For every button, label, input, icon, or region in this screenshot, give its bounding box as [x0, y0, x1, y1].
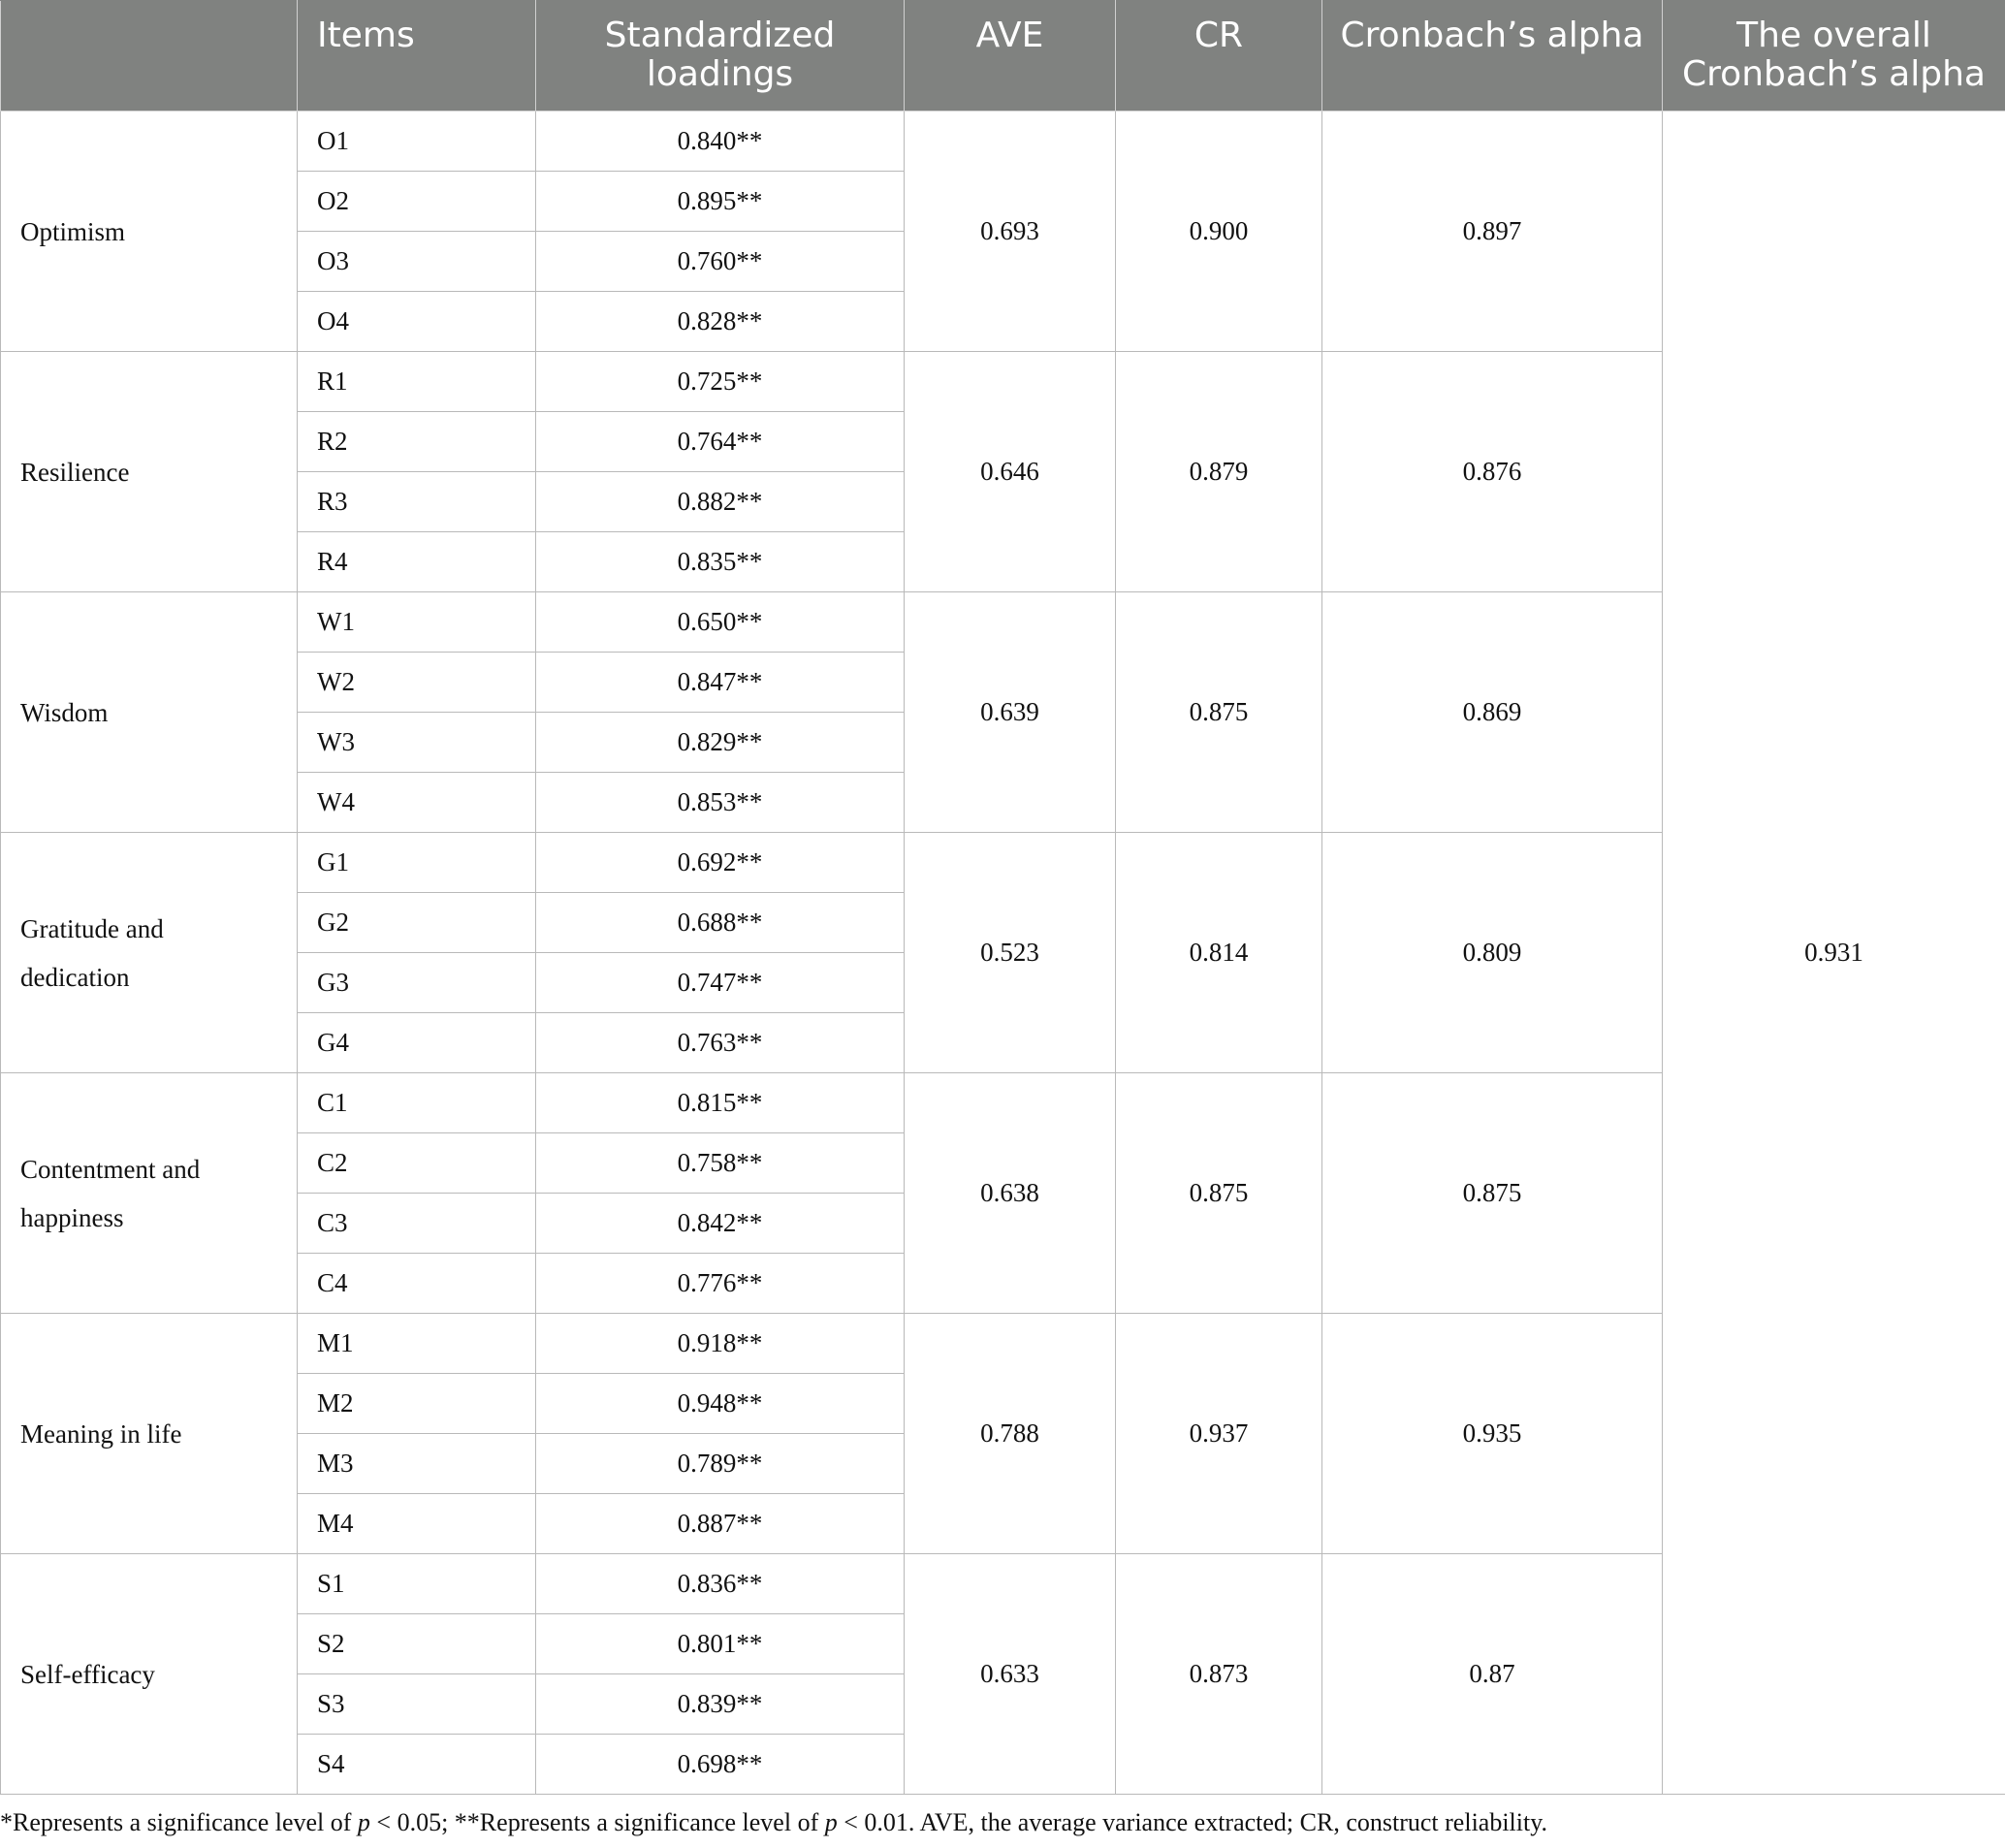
header-items: Items	[298, 1, 536, 112]
item-code: C3	[298, 1194, 536, 1254]
item-code: S3	[298, 1674, 536, 1735]
item-code: S1	[298, 1554, 536, 1614]
cr-value: 0.900	[1116, 112, 1322, 352]
standardized-loading: 0.829**	[536, 713, 905, 773]
standardized-loading: 0.847**	[536, 653, 905, 713]
cronbach-alpha-value: 0.897	[1322, 112, 1663, 352]
item-code: R2	[298, 412, 536, 472]
footnote-p-symbol-2: p	[824, 1808, 838, 1836]
header-factor	[1, 1, 298, 112]
item-code: O3	[298, 232, 536, 292]
item-code: R4	[298, 532, 536, 592]
item-code: O4	[298, 292, 536, 352]
standardized-loading: 0.801**	[536, 1614, 905, 1674]
cronbach-alpha-value: 0.869	[1322, 592, 1663, 833]
item-code: S4	[298, 1735, 536, 1795]
standardized-loading: 0.948**	[536, 1374, 905, 1434]
cr-value: 0.937	[1116, 1314, 1322, 1554]
overall-cronbach-alpha-value: 0.931	[1663, 112, 2005, 1795]
ave-value: 0.788	[905, 1314, 1116, 1554]
item-code: G1	[298, 833, 536, 893]
factor-name: Gratitude and dedication	[1, 833, 298, 1073]
factor-name: Contentment and happiness	[1, 1073, 298, 1314]
factor-name: Meaning in life	[1, 1314, 298, 1554]
item-code: C4	[298, 1254, 536, 1314]
cronbach-alpha-value: 0.87	[1322, 1554, 1663, 1795]
ave-value: 0.523	[905, 833, 1116, 1073]
header-cr: CR	[1116, 1, 1322, 112]
standardized-loading: 0.688**	[536, 893, 905, 953]
ave-value: 0.693	[905, 112, 1116, 352]
standardized-loading: 0.650**	[536, 592, 905, 653]
item-code: M2	[298, 1374, 536, 1434]
cronbach-alpha-value: 0.809	[1322, 833, 1663, 1073]
standardized-loading: 0.835**	[536, 532, 905, 592]
standardized-loading: 0.747**	[536, 953, 905, 1013]
standardized-loading: 0.789**	[536, 1434, 905, 1494]
item-code: O1	[298, 112, 536, 172]
footnote-p-symbol-1: p	[357, 1808, 370, 1836]
standardized-loading: 0.725**	[536, 352, 905, 412]
standardized-loading: 0.895**	[536, 172, 905, 232]
ave-value: 0.638	[905, 1073, 1116, 1314]
standardized-loading: 0.828**	[536, 292, 905, 352]
standardized-loading: 0.882**	[536, 472, 905, 532]
item-code: W4	[298, 773, 536, 833]
cr-value: 0.875	[1116, 592, 1322, 833]
item-code: W2	[298, 653, 536, 713]
item-code: C2	[298, 1133, 536, 1194]
standardized-loading: 0.842**	[536, 1194, 905, 1254]
item-code: M4	[298, 1494, 536, 1554]
footnote-part-3: < 0.01. AVE, the average variance extracted; CR, construct reliability.	[837, 1808, 1548, 1836]
header-row	[1, 1, 2005, 112]
standardized-loading: 0.760**	[536, 232, 905, 292]
table-row	[1, 112, 2005, 172]
item-code: C1	[298, 1073, 536, 1133]
item-code: M3	[298, 1434, 536, 1494]
cr-value: 0.875	[1116, 1073, 1322, 1314]
standardized-loading: 0.887**	[536, 1494, 905, 1554]
footnote-part-2: < 0.05; **Represents a significance level of	[369, 1808, 825, 1836]
item-code: G4	[298, 1013, 536, 1073]
table-footnote	[0, 1807, 2005, 1838]
header-ave: AVE	[905, 1, 1116, 112]
standardized-loading: 0.763**	[536, 1013, 905, 1073]
header-cronbachs-alpha: Cronbach’s alpha	[1322, 1, 1663, 112]
standardized-loading: 0.815**	[536, 1073, 905, 1133]
item-code: R3	[298, 472, 536, 532]
standardized-loading: 0.839**	[536, 1674, 905, 1735]
header-standardized-loadings: Standardized loadings	[536, 1, 905, 112]
item-code: G2	[298, 893, 536, 953]
item-code: G3	[298, 953, 536, 1013]
cronbach-alpha-value: 0.935	[1322, 1314, 1663, 1554]
standardized-loading: 0.758**	[536, 1133, 905, 1194]
standardized-loading: 0.764**	[536, 412, 905, 472]
ave-value: 0.633	[905, 1554, 1116, 1795]
factor-name: Wisdom	[1, 592, 298, 833]
item-code: R1	[298, 352, 536, 412]
cr-value: 0.879	[1116, 352, 1322, 592]
standardized-loading: 0.692**	[536, 833, 905, 893]
factor-name: Optimism	[1, 112, 298, 352]
item-code: O2	[298, 172, 536, 232]
standardized-loading: 0.776**	[536, 1254, 905, 1314]
item-code: S2	[298, 1614, 536, 1674]
header-overall-cronbachs-alpha: The overall Cronbach’s alpha	[1663, 1, 2005, 112]
standardized-loading: 0.853**	[536, 773, 905, 833]
item-code: W3	[298, 713, 536, 773]
standardized-loading: 0.836**	[536, 1554, 905, 1614]
footnote-part-1: *Represents a significance level of	[0, 1808, 358, 1836]
cronbach-alpha-value: 0.876	[1322, 352, 1663, 592]
ave-value: 0.646	[905, 352, 1116, 592]
cr-value: 0.814	[1116, 833, 1322, 1073]
item-code: M1	[298, 1314, 536, 1374]
ave-value: 0.639	[905, 592, 1116, 833]
standardized-loading: 0.840**	[536, 112, 905, 172]
standardized-loading: 0.918**	[536, 1314, 905, 1374]
factor-name: Self-efficacy	[1, 1554, 298, 1795]
factor-name: Resilience	[1, 352, 298, 592]
cronbach-alpha-value: 0.875	[1322, 1073, 1663, 1314]
standardized-loading: 0.698**	[536, 1735, 905, 1795]
item-code: W1	[298, 592, 536, 653]
table-body	[1, 112, 2005, 1795]
cr-value: 0.873	[1116, 1554, 1322, 1795]
